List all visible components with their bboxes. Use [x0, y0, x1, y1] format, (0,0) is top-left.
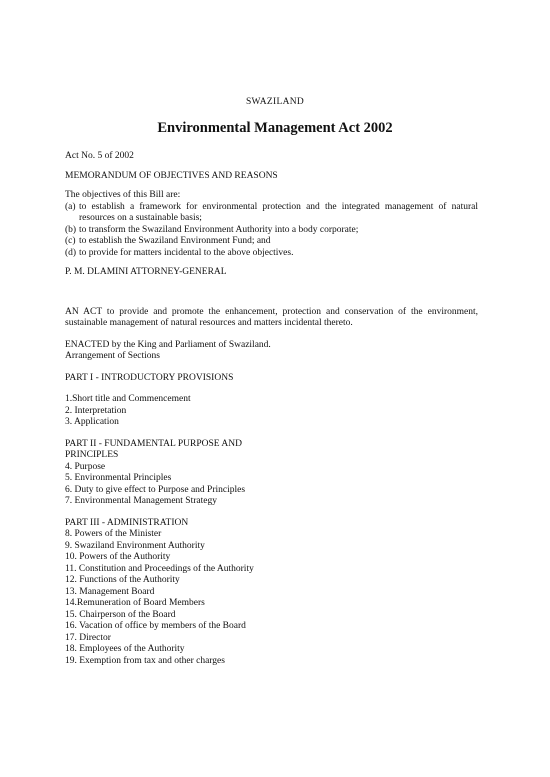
objective-item	[65, 202, 478, 225]
toc-item: 2. Interpretation	[65, 405, 127, 416]
document-title: Environmental Management Act 2002	[157, 120, 393, 136]
objective-letter: (a)	[65, 201, 76, 212]
act-number: Act No. 5 of 2002	[65, 151, 134, 161]
country-heading: SWAZILAND	[245, 97, 305, 107]
toc-item: 1.Short title and Commencement	[65, 394, 191, 404]
toc-item: 14.Remuneration of Board Members	[65, 598, 205, 608]
objective-letter: (c)	[65, 236, 76, 246]
toc-item: 17. Director	[65, 632, 111, 643]
objective-item	[65, 225, 478, 237]
toc-item: 12. Functions of the Authority	[65, 575, 180, 585]
toc-item: 13. Management Board	[65, 586, 155, 597]
toc-item: 5. Environmental Principles	[65, 473, 172, 483]
toc-item: 11. Constitution and Proceedings of the Authority	[65, 563, 254, 574]
objectives-intro: The objectives of this Bill are:	[65, 190, 181, 200]
part-heading: PART II - FUNDAMENTAL PURPOSE AND PRINCIPLES	[65, 438, 242, 460]
toc-item: 6. Duty to give effect to Purpose and Principles	[65, 484, 246, 495]
toc-item: 9. Swaziland Environment Authority	[65, 540, 205, 551]
toc-item: 8. Powers of the Minister	[65, 529, 162, 539]
objective-letter: (b)	[65, 224, 77, 235]
objective-letter: (d)	[65, 247, 77, 258]
toc-item: 16. Vacation of office by members of the Board	[65, 621, 246, 631]
memorandum-heading: MEMORANDUM OF OBJECTIVES AND REASONS	[65, 170, 278, 181]
objective-item	[65, 248, 478, 260]
toc-item: 19. Exemption from tax and other charges	[65, 655, 225, 666]
objective-item	[65, 236, 478, 248]
toc-item: 10. Powers of the Authority	[65, 552, 171, 562]
objective-text: to establish the Swaziland Environment Fund; and	[79, 236, 271, 246]
arrangement-heading: Arrangement of Sections	[65, 351, 160, 361]
objective-text: to establish a framework for environmental protection and the integrated management of natural resources on a sustainable basis;	[79, 201, 478, 223]
toc-item: 7. Environmental Management Strategy	[65, 496, 217, 506]
signatory: P. M. DLAMINI ATTORNEY-GENERAL	[65, 267, 227, 277]
objective-text: to transform the Swaziland Environment Authority into a body corporate;	[79, 224, 359, 235]
toc-item: 15. Chairperson of the Board	[65, 609, 176, 620]
document-body	[65, 151, 478, 667]
toc-item: 18. Employees of the Authority	[65, 644, 185, 654]
part-heading: PART I - INTRODUCTORY PROVISIONS	[65, 372, 234, 383]
toc-item: 4. Purpose	[65, 461, 106, 472]
enacting-clause: ENACTED by the King and Parliament of Swaziland.	[65, 339, 271, 350]
part-heading: PART III - ADMINISTRATION	[65, 517, 189, 528]
preamble: AN ACT to provide and promote the enhancement, protection and conservation of the environment, sustainable management of natural resources and matters incidental thereto.	[65, 306, 478, 328]
toc-item: 3. Application	[65, 417, 119, 427]
objective-text: to provide for matters incidental to the above objectives.	[79, 247, 294, 258]
